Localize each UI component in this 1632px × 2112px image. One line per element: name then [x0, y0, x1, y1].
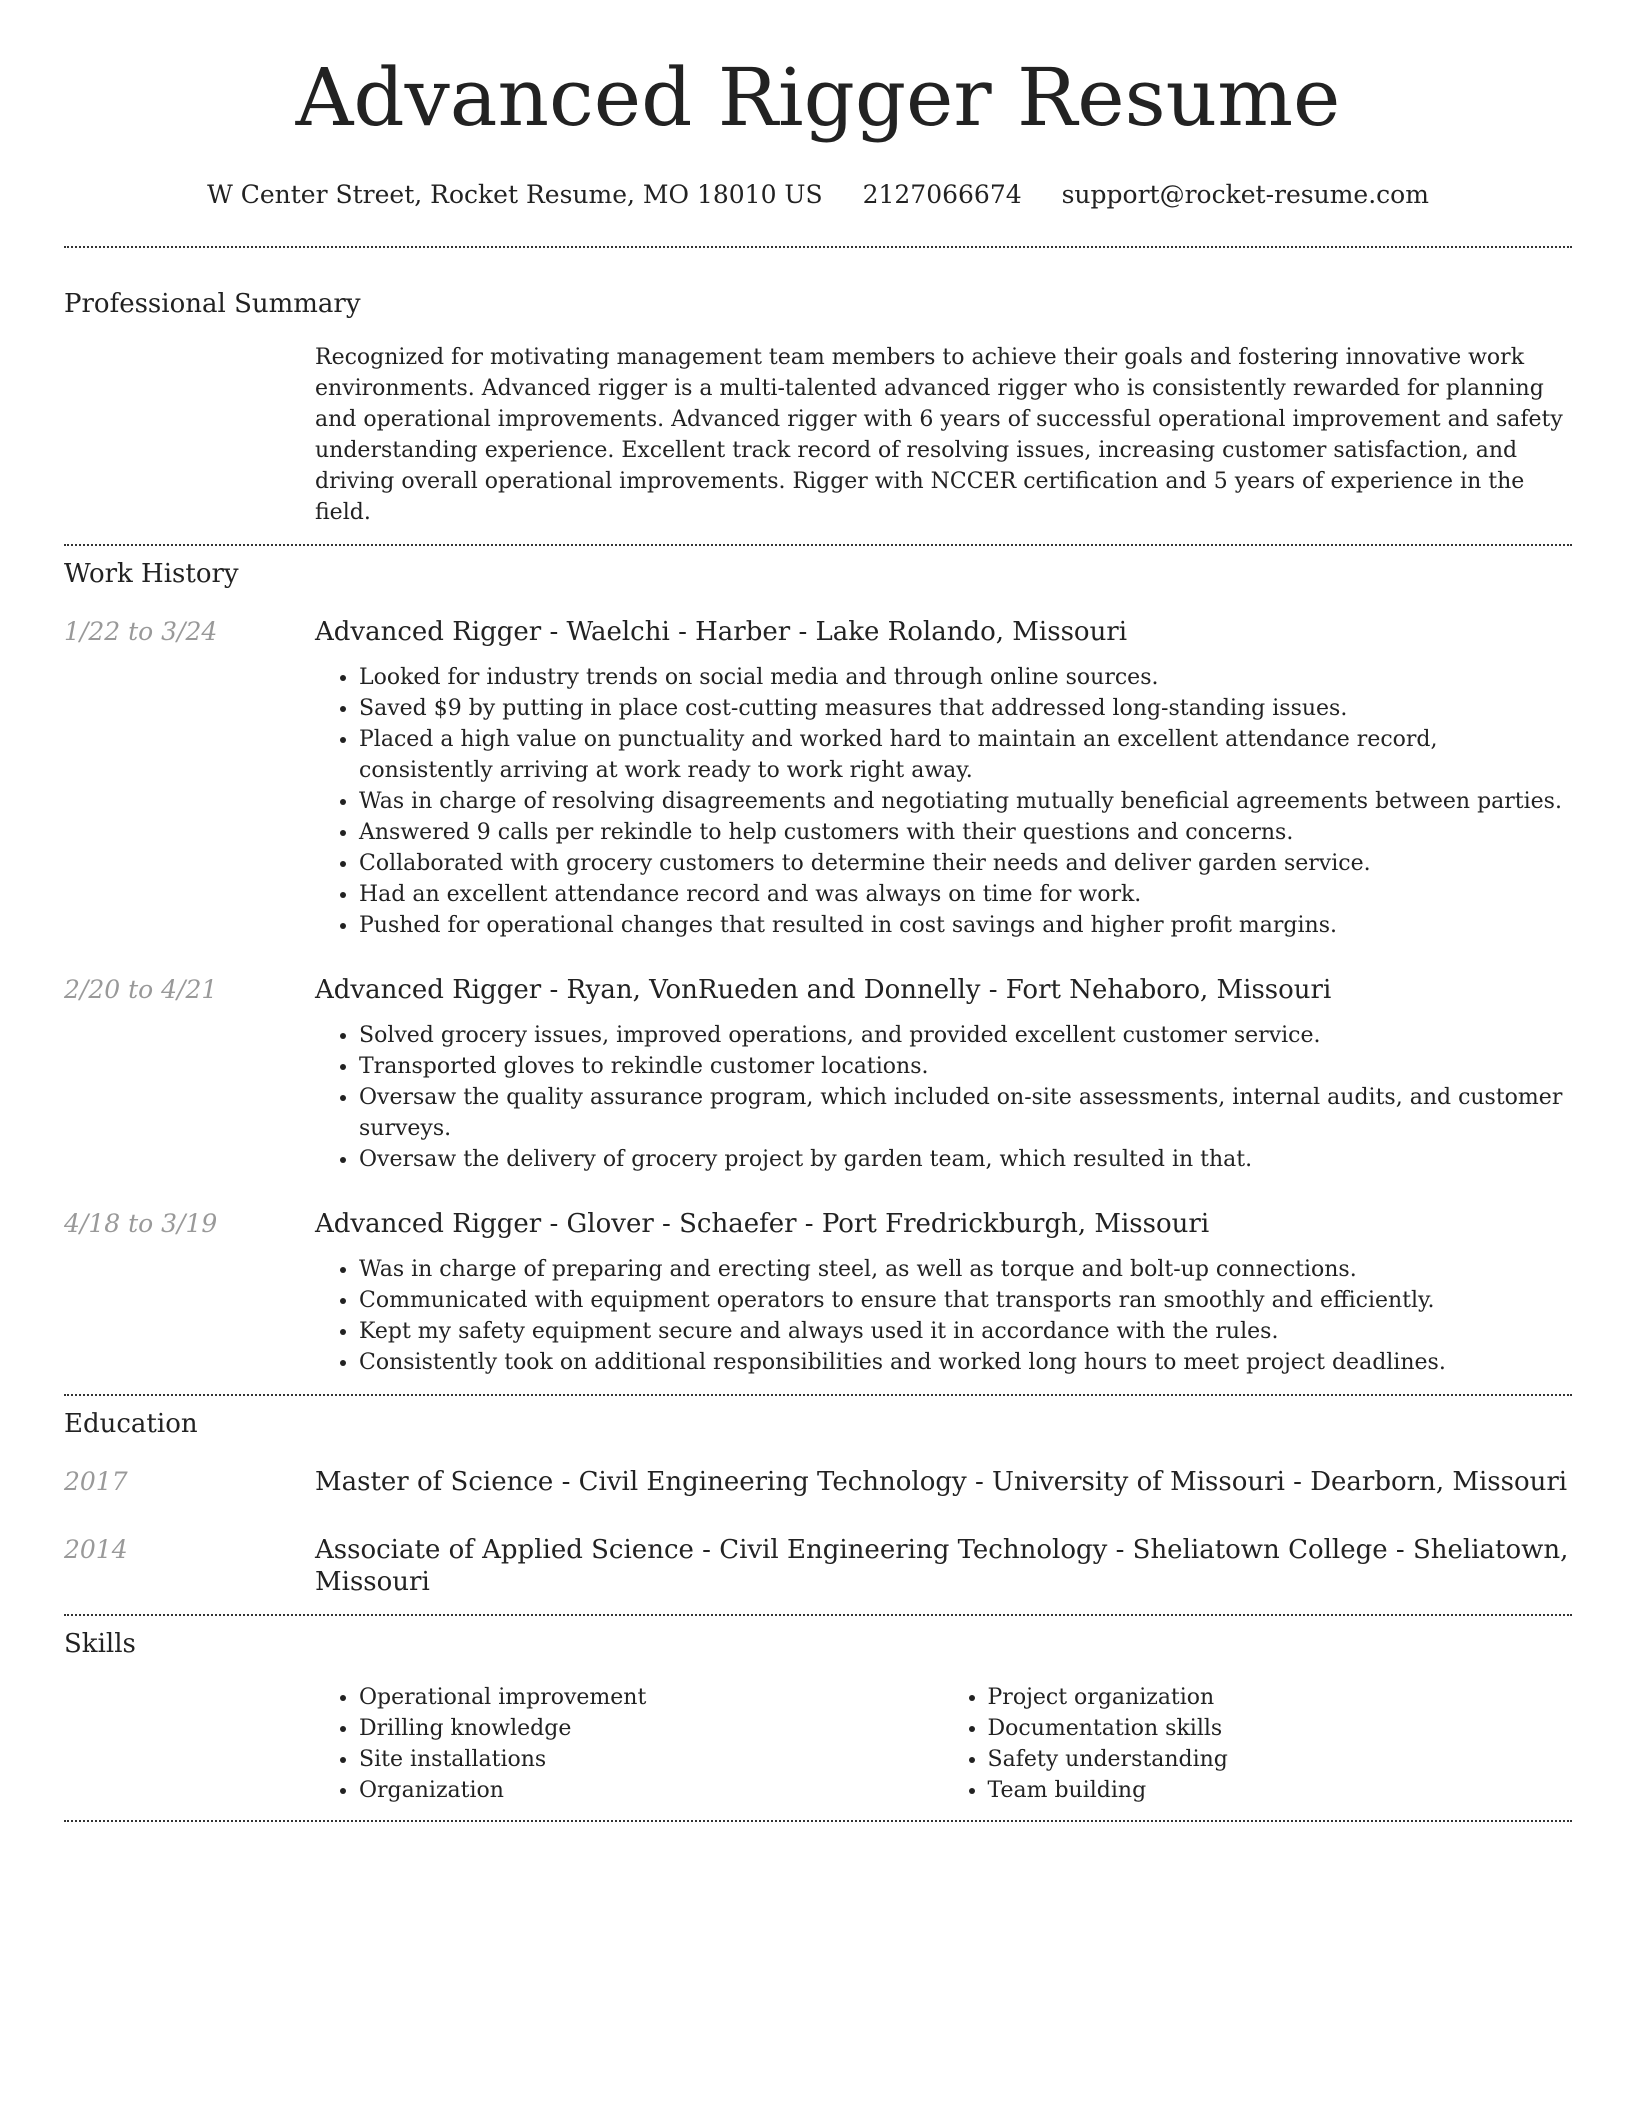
job-bullets	[315, 662, 1572, 941]
skill-item: • Team building	[988, 1775, 1573, 1806]
job-bullet: • Kept my safety equipment secure and always used it in accordance with the rules.	[359, 1316, 1572, 1347]
skill-item: • Safety understanding	[988, 1744, 1573, 1775]
summary-row	[64, 342, 1572, 528]
education-section	[64, 1396, 1572, 1598]
contact-line	[64, 180, 1572, 210]
skills-section	[64, 1616, 1572, 1806]
skills-list-right	[944, 1682, 1573, 1806]
job-entry	[64, 616, 1572, 941]
job-title: Advanced Rigger - Glover - Schaefer - Port Fredrickburgh, Missouri	[315, 1209, 1210, 1239]
resume-page	[64, 0, 1572, 1822]
job-bullet: • Oversaw the quality assurance program, which included on-site assessments, internal audits, and customer surveys.	[359, 1082, 1572, 1144]
contact-email: support@rocket-resume.com	[1061, 180, 1429, 209]
education-title: Master of Science - Civil Engineering Technology - University of Missouri - Dearborn, Missouri	[315, 1467, 1568, 1497]
summary-section	[64, 248, 1572, 528]
skill-item: • Site installations	[359, 1744, 944, 1775]
work-heading: Work History	[64, 559, 239, 589]
skills-row	[64, 1682, 1572, 1806]
job-bullet: • Had an excellent attendance record and was always on time for work.	[359, 879, 1572, 910]
contact-address: W Center Street, Rocket Resume, MO 18010 US	[207, 180, 823, 209]
job-dates: 1/22 to 3/24	[64, 617, 218, 646]
skill-item: • Drilling knowledge	[359, 1713, 944, 1744]
job-bullets	[315, 1020, 1572, 1175]
skills-list-left	[315, 1682, 944, 1806]
skills-heading: Skills	[64, 1629, 136, 1659]
job-bullet: • Oversaw the delivery of grocery project by garden team, which resulted in that.	[359, 1144, 1572, 1175]
summary-heading: Professional Summary	[64, 289, 361, 319]
skills-divider	[64, 1820, 1572, 1822]
job-bullet: • Transported gloves to rekindle customer locations.	[359, 1051, 1572, 1082]
job-bullet: • Pushed for operational changes that resulted in cost savings and higher profit margins.	[359, 910, 1572, 941]
resume-title: Advanced Rigger Resume	[295, 51, 1341, 144]
job-bullet: • Answered 9 calls per rekindle to help customers with their questions and concerns.	[359, 817, 1572, 848]
job-dates: 4/18 to 3/19	[64, 1209, 218, 1238]
skill-item: • Project organization	[988, 1682, 1573, 1713]
job-bullet: • Was in charge of resolving disagreements and negotiating mutually beneficial agreements between parties.	[359, 786, 1572, 817]
education-entry	[64, 1534, 1572, 1598]
summary-text: Recognized for motivating management team members to achieve their goals and fostering innovative work environments. Advanced rigger is a multi-talented advanced rigger who is consistently rewarded for planning and operational improvements. Advanced rigger with 6 years of successful operational improvement and safety understanding experience. Excellent track record of resolving issues, increasing customer satisfaction, and driving overall operational improvements. Rigger with NCCER certification and 5 years of experience in the field.	[315, 345, 1563, 525]
job-bullet: • Communicated with equipment operators to ensure that transports ran smoothly and efficiently.	[359, 1285, 1572, 1316]
job-bullet: • Consistently took on additional responsibilities and worked long hours to meet project deadlines.	[359, 1347, 1572, 1378]
job-bullet: • Was in charge of preparing and erecting steel, as well as torque and bolt-up connections.	[359, 1254, 1572, 1285]
job-entry	[64, 1208, 1572, 1378]
job-title: Advanced Rigger - Waelchi - Harber - Lake Rolando, Missouri	[315, 617, 1128, 647]
job-bullet: • Collaborated with grocery customers to determine their needs and deliver garden service.	[359, 848, 1572, 879]
job-bullet: • Looked for industry trends on social media and through online sources.	[359, 662, 1572, 693]
education-heading: Education	[64, 1409, 198, 1439]
job-dates: 2/20 to 4/21	[64, 975, 218, 1004]
contact-phone: 2127066674	[862, 180, 1022, 209]
skill-item: • Documentation skills	[988, 1713, 1573, 1744]
job-bullet: • Saved $9 by putting in place cost-cutting measures that addressed long-standing issues.	[359, 693, 1572, 724]
job-bullet: • Solved grocery issues, improved operations, and provided excellent customer service.	[359, 1020, 1572, 1051]
work-section	[64, 546, 1572, 1378]
skill-item: • Organization	[359, 1775, 944, 1806]
job-bullet: • Placed a high value on punctuality and worked hard to maintain an excellent attendance record, consistently arriving at work ready to work right away.	[359, 724, 1572, 786]
job-title: Advanced Rigger - Ryan, VonRueden and Donnelly - Fort Nehaboro, Missouri	[315, 975, 1332, 1005]
job-bullets	[315, 1254, 1572, 1378]
job-entry	[64, 974, 1572, 1175]
skills-grid	[315, 1682, 1572, 1806]
education-year: 2014	[64, 1535, 128, 1564]
skill-item: • Operational improvement	[359, 1682, 944, 1713]
education-title: Associate of Applied Science - Civil Engineering Technology - Sheliatown College - Sheliatown, Missouri	[315, 1535, 1569, 1597]
education-year: 2017	[64, 1467, 128, 1496]
education-entry	[64, 1466, 1572, 1498]
